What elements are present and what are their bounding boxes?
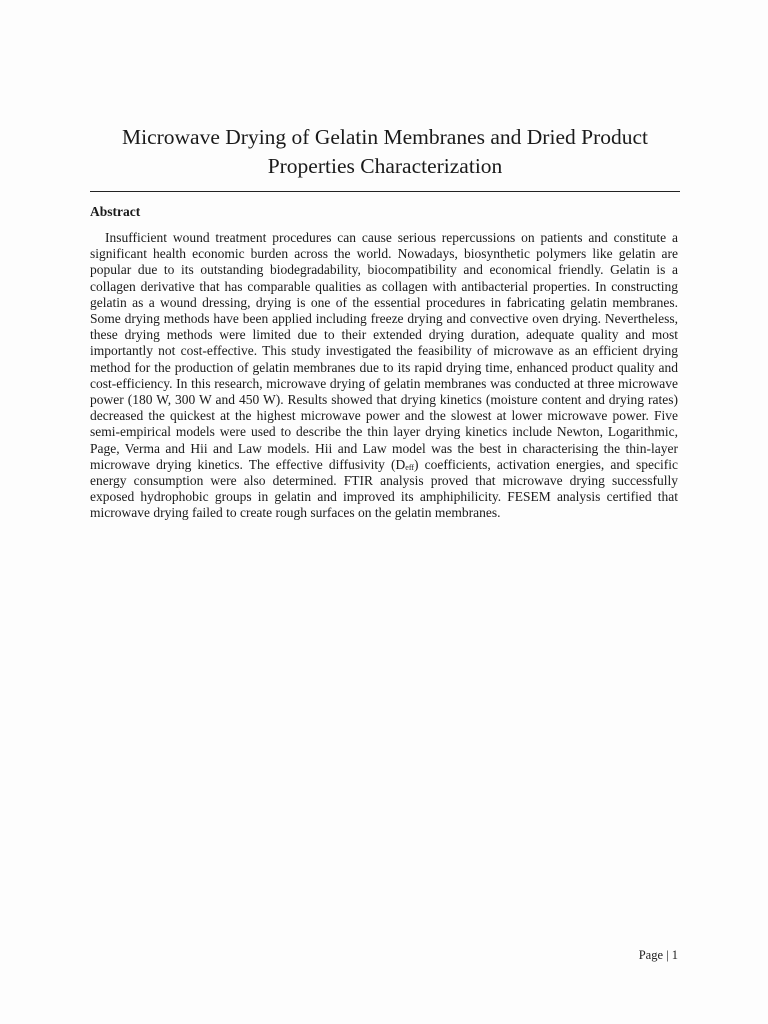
abstract-text-part1: Insufficient wound treatment procedures can cause serious repercussions on patients and constitute a significant health economic burden across the world. Nowadays, biosynthetic polymers like gelatin are popular due to its outstanding biodegradability, biocompatibility and economical friendly. Gelatin is a collagen derivative that has comparable qualities as collagen with antibacterial properties. In constructing gelatin as a wound dressing, drying is one of the essential procedures in fabricating gelatin membranes. Some drying methods have been applied including freeze drying and convective oven drying. Nevertheless, these drying methods were limited due to their extended drying duration, adequate quality and most importantly not cost-effective. This study investigated the feasibility of microwave as an efficient drying method for the production of gelatin membranes due to its rapid drying time, enhanced product quality and cost-efficiency. In this research, microwave drying of gelatin membranes was conducted at three microwave power (180 W, 300 W and 450 W). Results showed that drying kinetics (moisture content and drying rates) decreased the quickest at the highest microwave power and the slowest at lower microwave power. Five semi-empirical models were used to describe the thin layer drying kinetics include Newton, Logarithmic, Page, Verma and Hii and Law models. Hii and Law model was the best in characterising the thin-layer microwave drying kinetics. The effective diffusivity (D (90, 230, 678, 472)
abstract-paragraph (90, 230, 678, 522)
title-divider (90, 191, 680, 192)
abstract-heading: Abstract (90, 204, 141, 219)
paper-title: Microwave Drying of Gelatin Membranes and Dried Product Properties Characterization (121, 125, 648, 178)
page-number: Page | 1 (638, 948, 678, 962)
abstract-text-part2: ) coefficients, activation energies, and specific energy consumption were also determined. FTIR analysis proved that microwave drying successfully exposed hydrophobic groups in gelatin and improved its amphiphilicity. FESEM analysis certified that microwave drying failed to create rough surfaces on the gelatin membranes. (90, 456, 678, 521)
abstract-subscript: eff (405, 462, 414, 472)
